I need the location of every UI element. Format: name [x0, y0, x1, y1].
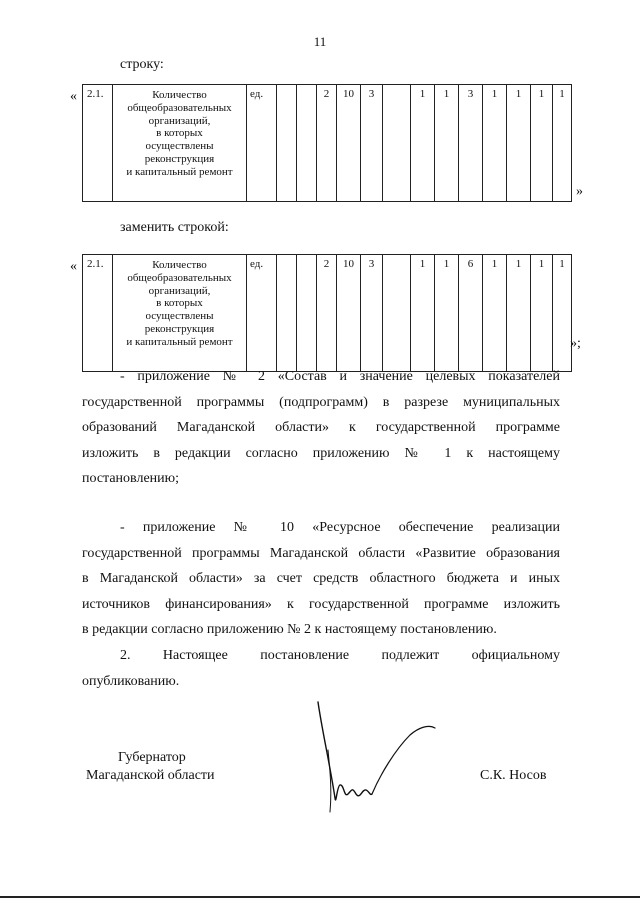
close-quote-1: » [576, 184, 583, 199]
cell-value [277, 255, 297, 372]
cell-value: 1 [507, 255, 531, 372]
indicator-name-line: общеобразовательных [127, 101, 232, 114]
paragraph-line: изложить в редакции согласно приложению № 1 к настоящему [82, 445, 560, 461]
paragraph-line: государственной программы (подпрограмм) в разрезе муниципальных [82, 394, 560, 410]
cell-value: 1 [411, 85, 435, 202]
cell-value: 2 [317, 255, 337, 372]
indicator-name-line: организаций, [148, 284, 211, 297]
signature-title-line2: Магаданской области [86, 768, 215, 783]
paragraph-line: образований Магаданской области» к государственной программе [82, 420, 560, 435]
cell-value: 1 [483, 85, 507, 202]
signature-name: С.К. Носов [480, 768, 547, 783]
cell-value: 2 [317, 85, 337, 202]
cell-value: 10 [337, 85, 361, 202]
cell-value: 3 [361, 255, 383, 372]
paragraph-line: - приложение № 2 «Состав и значение целевых показателей [120, 369, 560, 384]
indicator-name-line: осуществлены [145, 140, 214, 153]
paragraph-publication [82, 643, 560, 694]
cell-value [277, 85, 297, 202]
cell-row-number: 2.1. [83, 85, 113, 202]
cell-value: 3 [361, 85, 383, 202]
indicator-name-line: в которых [156, 297, 203, 310]
label-replace: заменить строкой: [120, 220, 229, 235]
cell-value: 6 [459, 255, 483, 372]
cell-indicator-name [113, 255, 247, 372]
label-row: строку: [120, 57, 164, 72]
table-row [83, 85, 572, 202]
bottom-border-line [0, 896, 640, 898]
handwritten-signature [300, 690, 450, 825]
cell-value: 1 [531, 85, 553, 202]
paragraph-line: в Магаданской области» за счет средств областного бюджета и иных [82, 571, 560, 586]
table-row [83, 255, 572, 372]
cell-value: 1 [411, 255, 435, 372]
cell-value: 1 [507, 85, 531, 202]
paragraph-appendix-10 [82, 515, 560, 643]
cell-value: 1 [531, 255, 553, 372]
indicator-name-line: осуществлены [145, 310, 214, 323]
paragraph-line: опубликованию. [82, 673, 180, 689]
paragraph-line: источников финансирования» к государственной программе изложить [82, 596, 560, 612]
table-old-row [82, 84, 572, 202]
paragraph-line: - приложение № 10 «Ресурсное обеспечение реализации [120, 520, 560, 535]
indicator-name-line: Количество [152, 89, 207, 101]
paragraph-line: государственной программы Магаданской области «Развитие образования [82, 545, 560, 561]
open-quote-1: « [70, 89, 77, 104]
cell-value [383, 255, 411, 372]
indicator-name-line: реконструкция [144, 152, 215, 165]
open-quote-2: « [70, 259, 77, 274]
cell-unit: ед. [247, 255, 277, 372]
paragraph-line: 2. Настоящее постановление подлежит официальному [120, 648, 560, 663]
indicator-name-line: и капитальный ремонт [126, 165, 233, 178]
close-quote-2: »; [570, 336, 581, 351]
cell-indicator-name [113, 85, 247, 202]
cell-value: 1 [553, 85, 572, 202]
table-new-row [82, 254, 572, 372]
cell-value: 1 [435, 85, 459, 202]
cell-row-number: 2.1. [83, 255, 113, 372]
paragraph-appendix-2 [82, 364, 560, 492]
cell-value: 10 [337, 255, 361, 372]
cell-value [297, 255, 317, 372]
cell-unit: ед. [247, 85, 277, 202]
indicator-name-line: организаций, [148, 114, 211, 127]
cell-value: 1 [483, 255, 507, 372]
signature-title-line1: Губернатор [118, 750, 186, 765]
cell-value: 1 [553, 255, 572, 372]
cell-value [383, 85, 411, 202]
indicator-name-line: Количество [152, 259, 207, 271]
indicator-name-line: реконструкция [144, 322, 215, 335]
indicator-name-line: и капитальный ремонт [126, 335, 233, 348]
paragraph-line: постановлению; [82, 471, 180, 486]
indicator-name-line: в которых [156, 127, 203, 140]
page-number: 11 [313, 34, 327, 49]
paragraph-line: в редакции согласно приложению № 2 к настоящему постановлению. [82, 622, 497, 637]
cell-value [297, 85, 317, 202]
indicator-name-line: общеобразовательных [127, 271, 232, 284]
cell-value: 3 [459, 85, 483, 202]
cell-value: 1 [435, 255, 459, 372]
